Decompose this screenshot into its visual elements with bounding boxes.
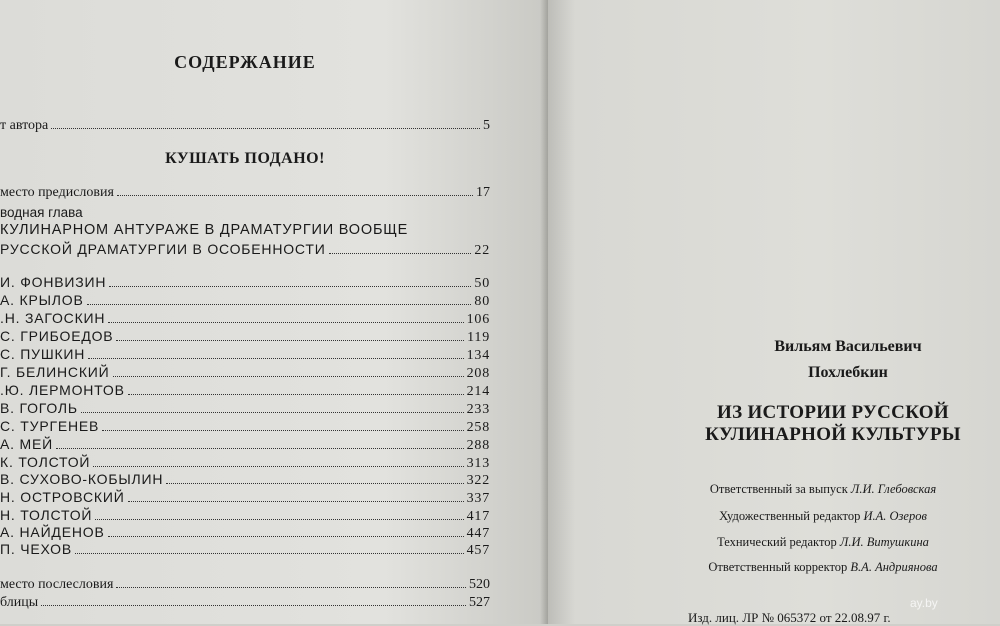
license-line: Изд. лиц. ЛР № 065372 от 22.08.97 г. <box>688 610 891 625</box>
right-page-imprint <box>548 0 1000 624</box>
toc-author-entry: С. ГРИБОЕДОВ 119 <box>0 328 490 345</box>
watermark: ay.by <box>910 596 938 610</box>
credit-line: Технический редактор Л.И. Витушкина <box>717 535 929 549</box>
author-last-name: Похлебкин <box>808 364 888 381</box>
toc-author-entry: В. ГОГОЛЬ 233 <box>0 400 490 417</box>
toc-entry-from-author: т автора 5 <box>0 118 490 133</box>
book-title-line1: ИЗ ИСТОРИИ РУССКОЙ <box>717 402 949 423</box>
toc-author-entry: С. ТУРГЕНЕВ 258 <box>0 418 490 435</box>
author-first-name: Вильям Васильевич <box>774 338 922 355</box>
toc-author-entry: А. МЕЙ 288 <box>0 436 490 453</box>
credit-line: Художественный редактор И.А. Озеров <box>719 509 927 523</box>
intro-chapter-line1: КУЛИНАРНОМ АНТУРАЖЕ В ДРАМАТУРГИИ ВООБЩЕ <box>0 222 409 238</box>
credit-line: Ответственный корректор В.А. Андриянова <box>708 560 938 574</box>
toc-author-entry: А. КРЫЛОВ 80 <box>0 292 490 309</box>
toc-entry-tables: блицы 527 <box>0 595 490 610</box>
credit-line: Ответственный за выпуск Л.И. Глебовская <box>709 482 937 496</box>
toc-entry-afterword: место послесловия 520 <box>0 577 490 592</box>
toc-author-entry: П. ЧЕХОВ 457 <box>0 541 490 558</box>
toc-author-entry: В. СУХОВО-КОБЫЛИН 322 <box>0 471 490 488</box>
toc-author-entry: Г. БЕЛИНСКИЙ 208 <box>0 364 490 381</box>
toc-title: СОДЕРЖАНИЕ <box>174 52 316 72</box>
toc-author-entry: Н. ТОЛСТОЙ 417 <box>0 507 490 524</box>
toc-author-entry: .Ю. ЛЕРМОНТОВ 214 <box>0 382 490 399</box>
toc-author-entry: Н. ОСТРОВСКИЙ 337 <box>0 489 490 506</box>
toc-author-entry: И. ФОНВИЗИН 50 <box>0 274 490 291</box>
intro-chapter-label: водная глава <box>0 205 83 220</box>
toc-author-entry: .Н. ЗАГОСКИН 106 <box>0 310 490 327</box>
book-title-line2: КУЛИНАРНОЙ КУЛЬТУРЫ <box>705 424 961 445</box>
toc-author-entry: К. ТОЛСТОЙ 313 <box>0 454 490 471</box>
toc-author-entry: С. ПУШКИН 134 <box>0 346 490 363</box>
section-title: КУШАТЬ ПОДАНО! <box>165 150 325 167</box>
toc-entry-preface: место предисловия 17 <box>0 185 490 200</box>
toc-author-entry: А. НАЙДЕНОВ 447 <box>0 524 490 541</box>
toc-entry-intro-chapter: РУССКОЙ ДРАМАТУРГИИ В ОСОБЕННОСТИ 22 <box>0 241 490 258</box>
